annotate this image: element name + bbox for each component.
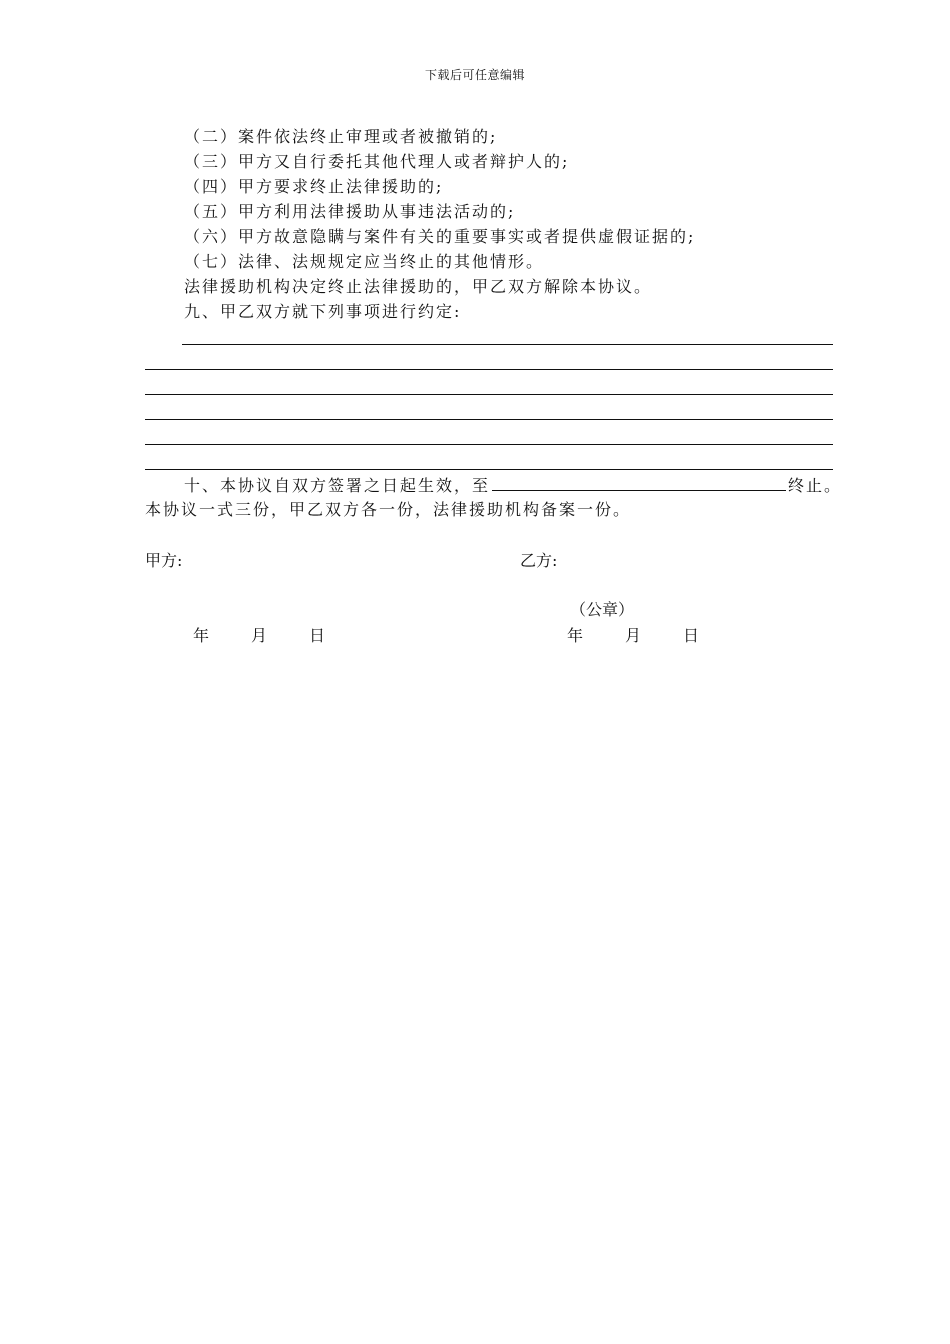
termination-statement: 法律援助机构决定终止法律援助的，甲乙双方解除本协议。 [184,277,653,296]
blank-line-2[interactable] [145,369,833,370]
day-label: 日 [683,626,700,645]
year-label: 年 [193,626,210,645]
blank-line-3[interactable] [145,394,833,395]
clause-item-6: （六）甲方故意隐瞒与案件有关的重要事实或者提供虚假证据的; [184,227,696,246]
clause-item-7: （七）法律、法规规定应当终止的其他情形。 [184,252,545,271]
clause-ten-suffix: 终止。 [788,476,843,495]
party-b-label: 乙方: [520,551,558,570]
clause-item-5: （五）甲方利用法律援助从事违法活动的; [184,202,516,221]
blank-line-6[interactable] [145,469,833,470]
clause-ten [184,474,842,497]
clause-item-2: （二）案件依法终止审理或者被撤销的; [184,127,498,146]
blank-line-4[interactable] [145,419,833,420]
blank-line-5[interactable] [145,444,833,445]
clause-ten-prefix: 十、本协议自双方签署之日起生效，至 [184,476,491,495]
party-a-label: 甲方: [145,551,183,570]
day-label: 日 [309,626,326,645]
copies-statement: 本协议一式三份，甲乙双方各一份，法律援助机构备案一份。 [145,500,632,519]
month-label: 月 [251,626,268,645]
blank-line-1[interactable] [182,344,833,345]
party-a-date [193,625,367,647]
clause-nine-heading: 九、甲乙双方就下列事项进行约定: [184,302,462,321]
seal-label: （公章） [570,600,635,619]
clause-item-4: （四）甲方要求终止法律援助的; [184,177,444,196]
year-label: 年 [567,626,584,645]
page-header-note: 下载后可任意编辑 [424,68,525,82]
month-label: 月 [625,626,642,645]
party-b-date [567,625,741,647]
clause-item-3: （三）甲方又自行委托其他代理人或者辩护人的; [184,152,570,171]
end-date-blank[interactable] [492,474,786,491]
